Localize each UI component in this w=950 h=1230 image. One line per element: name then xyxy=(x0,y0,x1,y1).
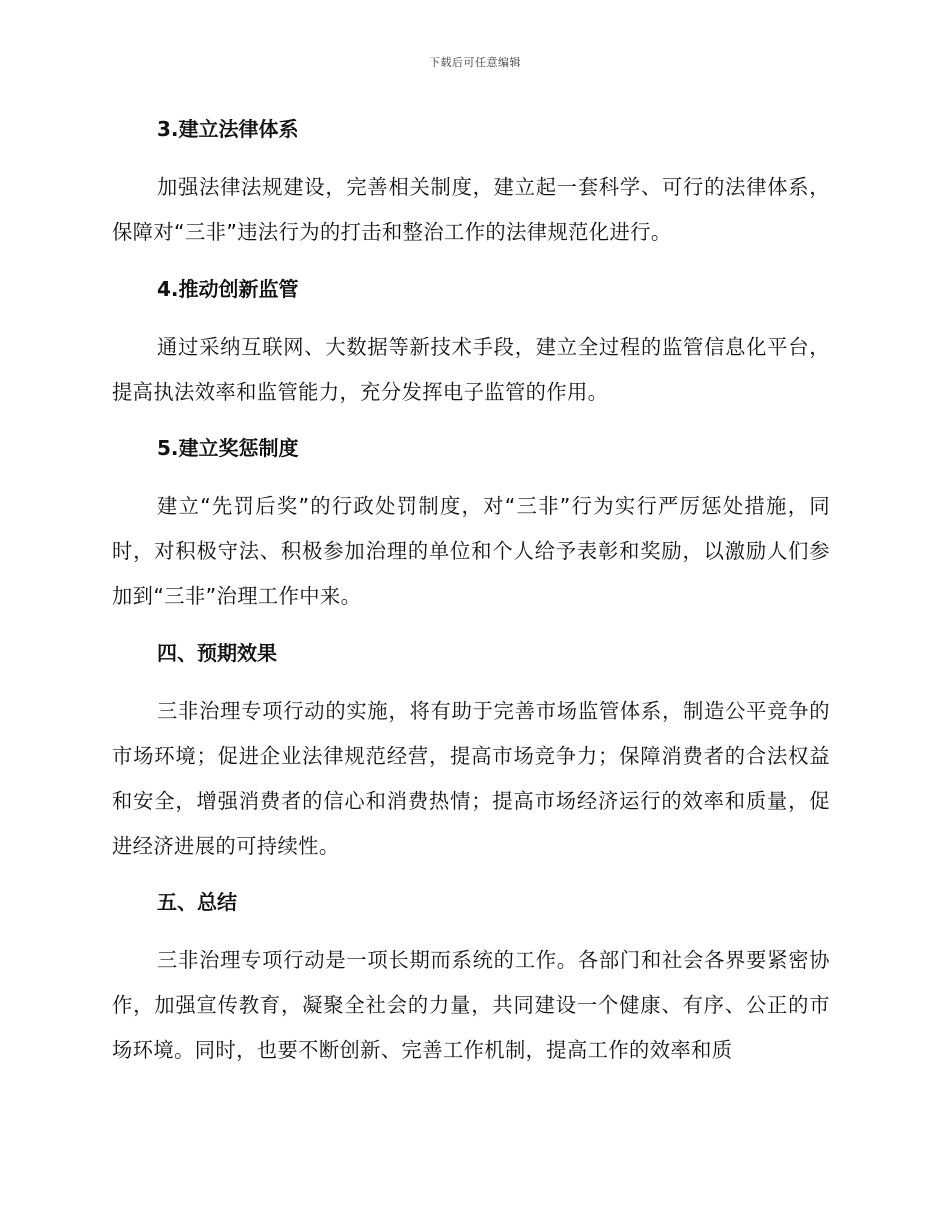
page-header: 下载后可任意编辑 xyxy=(429,56,521,69)
section-heading-reward-punishment: 5.建立奖惩制度 xyxy=(157,436,299,460)
section-paragraph-reward-punishment: 建立“先罚后奖”的行政处罚制度，对“三非”行为实行严厉惩处措施，同时，对积极守法、积极参加治理的单位和个人给予表彰和奖励，以激励人们参加到“三非”治理工作中来。 xyxy=(112,494,830,608)
section-paragraph-expected-effects: 三非治理专项行动的实施，将有助于完善市场监管体系，制造公平竞争的市场环境；促进企业法律规范经营，提高市场竞争力；保障消费者的合法权益和安全，增强消费者的信心和消费热情；提高市场经济运行的效率和质量，促进经济进展的可持续性。 xyxy=(112,699,830,858)
section-paragraph-legal-system: 加强法律法规建设，完善相关制度，建立起一套科学、可行的法律体系，保障对“三非”违法行为的打击和整治工作的法律规范化进行。 xyxy=(112,175,830,244)
section-heading-legal-system: 3.建立法律体系 xyxy=(157,117,299,141)
section-heading-innovative-supervision: 4.推动创新监管 xyxy=(157,277,299,301)
section-paragraph-summary: 三非治理专项行动是一项长期而系统的工作。各部门和社会各界要紧密协作，加强宣传教育，凝聚全社会的力量，共同建设一个健康、有序、公正的市场环境。同时，也要不断创新、完善工作机制，提高工作的效率和质 xyxy=(112,948,830,1062)
section-paragraph-innovative-supervision: 通过采纳互联网、大数据等新技术手段，建立全过程的监管信息化平台，提高执法效率和监管能力，充分发挥电子监管的作用。 xyxy=(112,335,830,404)
section-heading-summary: 五、总结 xyxy=(157,890,237,914)
section-heading-expected-effects: 四、预期效果 xyxy=(157,641,277,665)
